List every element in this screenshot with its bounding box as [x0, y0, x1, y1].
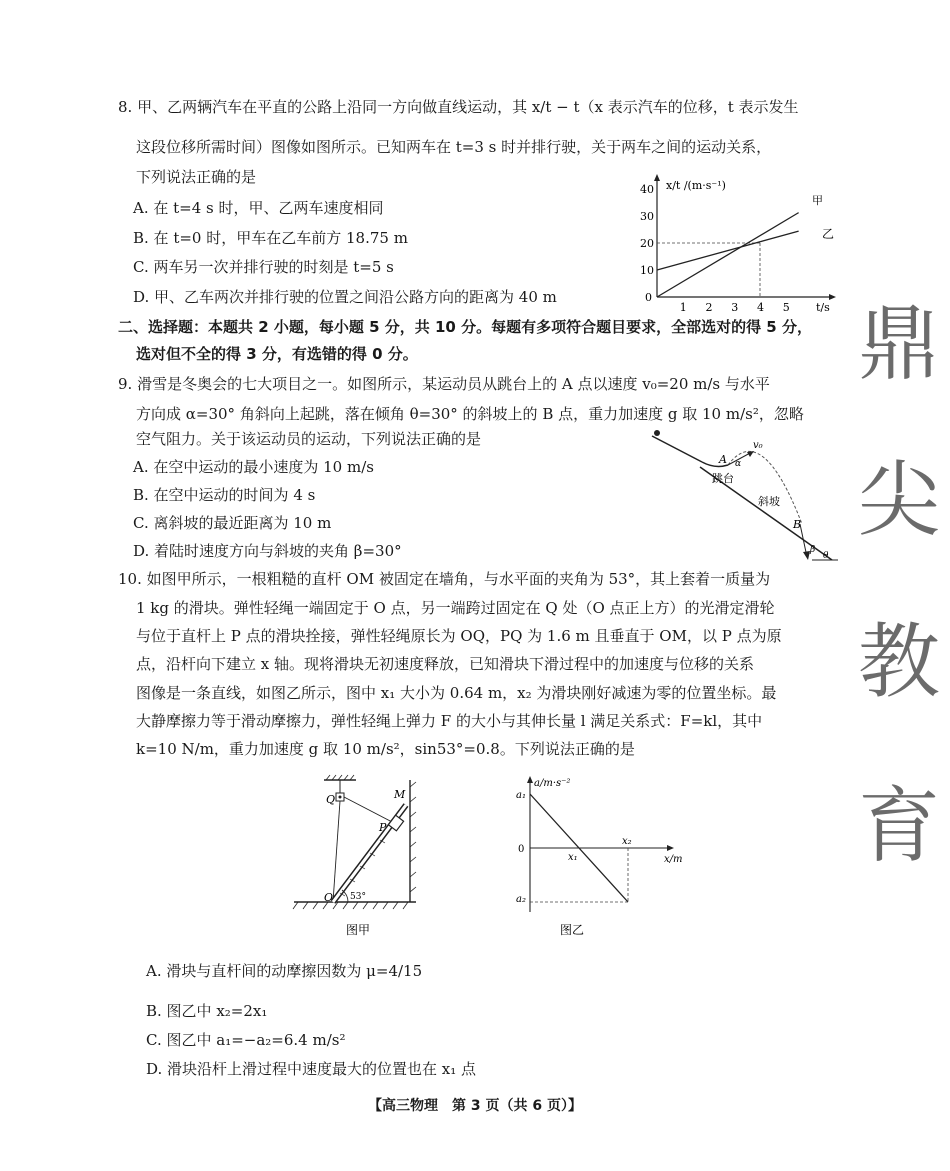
q9-label-beta: β: [810, 545, 816, 555]
q9-option-c: C. 离斜坡的最近距离为 10 m: [133, 514, 332, 532]
q8-stem-line3: 下列说法正确的是: [136, 168, 257, 186]
q9-label-alpha: α: [735, 459, 742, 469]
q9-stem-line3: 空气阻力。关于该运动员的运动，下列说法正确的是: [136, 430, 482, 448]
q9-label-slope: 斜坡: [758, 495, 780, 508]
q10-label-x2: x₂: [622, 836, 632, 847]
q8-option-b: B. 在 t=0 时，甲车在乙车前方 18.75 m: [133, 229, 408, 247]
q10-figure-yi: [510, 772, 690, 944]
q10-stem-line6: 大静摩擦力等于滑动摩擦力，弹性轻绳上弹力 F 的大小与其伸长量 l 满足关系式：F=kl，其中: [136, 712, 763, 730]
q10-stem-line5: 图像是一条直线，如图乙所示，图中 x₁ 大小为 0.64 m，x₂ 为滑块刚好减速为零的位置坐标。最: [136, 684, 777, 702]
q10-stem-line3: 与位于直杆上 P 点的滑块拴接，弹性轻绳原长为 OQ，PQ 为 1.6 m 且垂直于 OM，以 P 点为原: [136, 627, 782, 645]
q8-option-a: A. 在 t=4 s 时，甲、乙两车速度相同: [133, 199, 384, 217]
q9-option-a: A. 在空中运动的最小速度为 10 m/s: [133, 458, 374, 476]
q8-xtick-label: 5: [782, 301, 790, 312]
q10-figure-jia: [288, 772, 428, 944]
q9-option-d: D. 着陆时速度方向与斜坡的夹角 β=30°: [133, 542, 402, 560]
q10-label-origin: 0: [518, 844, 525, 855]
q10-option-b: B. 图乙中 x₂=2x₁: [146, 1002, 268, 1020]
q9-stem-line1: 9. 滑雪是冬奥会的七大项目之一。如图所示，某运动员从跳台上的 A 点以速度 v₀=20 m/s 与水平: [118, 375, 770, 393]
q8-series-jia: [657, 213, 799, 297]
q9-label-A: A: [719, 453, 727, 466]
q8-ytick-label: 40: [640, 183, 654, 196]
q8-option-d: D. 甲、乙车两次并排行驶的位置之间沿公路方向的距离为 40 m: [133, 288, 557, 306]
q10-label-53: 53°: [350, 892, 366, 902]
watermark-char-2: 尖: [858, 453, 941, 548]
q8-ytick-label: 10: [640, 264, 654, 277]
q9-ski-figure: [640, 420, 840, 568]
q9-label-theta: θ: [823, 551, 829, 561]
section2-heading-line1: 二、选择题：本题共 2 小题，每小题 5 分，共 10 分。每题有多项符合题目要求，全部选对的得 5 分，: [118, 318, 812, 336]
q10-option-a: A. 滑块与直杆间的动摩擦因数为 μ=4/15: [146, 962, 423, 980]
q8-ytick-label: 30: [640, 210, 654, 223]
q9-label-B: B: [793, 518, 802, 531]
q8-origin: 0: [645, 291, 652, 304]
watermark-char-1: 鼎: [858, 297, 941, 392]
q10-ylabel: a/m·s⁻²: [534, 778, 571, 789]
q10-stem-line2: 1 kg 的滑块。弹性轻绳一端固定于 O 点，另一端跨过固定在 Q 处（O 点正上方）的光滑定滑轮: [136, 599, 775, 617]
q8-label-yi: 乙: [822, 227, 835, 241]
q10-label-a2: a₂: [516, 894, 526, 905]
q10-stem-line1: 10. 如图甲所示，一根粗糙的直杆 OM 被固定在墙角，与水平面的夹角为 53°，其上套着一质量为: [118, 570, 771, 588]
q10-option-d: D. 滑块沿杆上滑过程中速度最大的位置也在 x₁ 点: [146, 1060, 477, 1078]
q10-label-O: O: [324, 891, 334, 904]
q9-stem-line2: 方向成 α=30° 角斜向上起跳，落在倾角 θ=30° 的斜坡上的 B 点，重力加速度 g 取 10 m/s²，忽略: [136, 405, 804, 423]
q10-caption-jia: 图甲: [345, 923, 371, 937]
q8-xlabel: t/s: [816, 301, 830, 312]
q8-series-yi: [657, 231, 799, 270]
q8-option-c: C. 两车另一次并排行驶的时刻是 t=5 s: [133, 258, 394, 276]
q8-label-jia: 甲: [812, 194, 823, 207]
q10-rope-oq: [333, 801, 340, 902]
q10-label-x1: x₁: [568, 852, 578, 863]
q10-label-Q: Q: [326, 793, 336, 806]
q9-option-b: B. 在空中运动的时间为 4 s: [133, 486, 316, 504]
q10-stem-line7: k=10 N/m，重力加速度 g 取 10 m/s²，sin53°=0.8。下列说法正确的是: [136, 740, 635, 758]
section2-heading-line2: 选对但不全的得 3 分，有选错的得 0 分。: [136, 345, 418, 363]
q8-ytick-label: 20: [640, 237, 654, 250]
q10-label-a1: a₁: [516, 790, 526, 801]
q10-xlabel: x/m: [664, 854, 683, 865]
q8-xtick-label: 3: [731, 301, 739, 312]
skier-icon: [654, 430, 660, 436]
q9-approach-ramp: [652, 436, 702, 462]
q8-xt-graph: [640, 172, 840, 312]
q10-stem-line4: 点，沿杆向下建立 x 轴。现将滑块无初速度释放，已知滑块下滑过程中的加速度与位移的关系: [136, 655, 754, 673]
q10-caption-yi: 图乙: [559, 923, 585, 937]
watermark-char-3: 教: [858, 615, 941, 710]
q8-stem-line2: 这段位移所需时间）图像如图所示。已知两车在 t=3 s 时并排行驶，关于两车之间的运动关系，: [136, 138, 772, 156]
q9-label-v0: v₀: [753, 440, 763, 451]
q8-stem-line1: 8. 甲、乙两辆汽车在平直的公路上沿同一方向做直线运动，其 x/t − t（x 表示汽车的位移，t 表示发生: [118, 98, 799, 116]
q8-xtick-label: 4: [757, 301, 764, 312]
q10-label-P: P: [379, 821, 387, 834]
q8-xtick-label: 1: [679, 301, 687, 312]
q10-label-M: M: [394, 788, 406, 801]
q9-label-jump: 跳台: [712, 472, 734, 485]
watermark-char-4: 育: [858, 779, 941, 874]
page-footer: 【高三物理 第 3 页（共 6 页）】: [368, 1098, 582, 1114]
q8-ylabel: x/t /(m·s⁻¹): [666, 179, 726, 192]
q10-rope-qp: [344, 797, 396, 824]
q10-option-c: C. 图乙中 a₁=−a₂=6.4 m/s²: [146, 1031, 346, 1049]
q8-xtick-label: 2: [705, 301, 713, 312]
